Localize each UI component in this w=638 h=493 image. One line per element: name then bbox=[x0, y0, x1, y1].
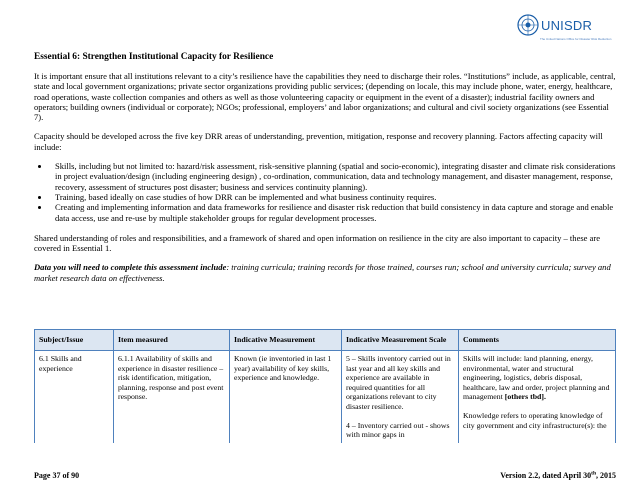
header-subject: Subject/Issue bbox=[35, 330, 114, 351]
section-heading: Essential 6: Strengthen Institutional Capacity for Resilience bbox=[34, 52, 274, 62]
comments-knowledge: Knowledge refers to operating knowledge of city government and city infrastructure(s): the bbox=[463, 410, 607, 430]
list-item: • Creating and implementing information and data frameworks for resilience and disaster risk reduction that build consistency in data capture and storage and enable data access, use and re-use by multiple stakeholder groups for regular development processes. bbox=[50, 202, 616, 223]
scale-level-5: 5 – Skills inventory carried out in last year and all key skills and experience are available in required quantities for all organizations relevant to city disaster resilience. bbox=[346, 354, 451, 411]
logo-text: UNISDR bbox=[541, 17, 593, 33]
cell-measurement: Known (ie inventoried in last 1 year) availability of key skills, experience and knowledge. bbox=[230, 351, 342, 443]
assessment-table bbox=[34, 329, 616, 443]
page-number: Page 37 of 90 bbox=[34, 471, 80, 480]
comments-skills: Skills will include: land planning, energy, environmental, water and structural engineering, logistics, debris disposal, healthcare, law and order, project planning and management [others tbd]. bbox=[463, 354, 610, 402]
table-header-row bbox=[35, 330, 616, 351]
cell-scale bbox=[342, 351, 459, 443]
header-item: Item measured bbox=[114, 330, 230, 351]
un-emblem-icon bbox=[517, 14, 539, 36]
cell-item: 6.1.1 Availability of skills and experience in disaster resilience – risk identification, mitigation, planning, response and post event response. bbox=[114, 351, 230, 443]
note-rest: : training curricula; training records for those trained, courses run; school and university curricula; survey and market research data on effectiveness. bbox=[34, 262, 611, 283]
header-comments: Comments bbox=[459, 330, 616, 351]
page-footer bbox=[34, 471, 616, 480]
shared-understanding-paragraph: Shared understanding of roles and responsibilities, and a framework of shared and open information on resilience in the city are also important to capacity – these are covered in Essential 1. bbox=[34, 232, 601, 254]
header-measurement: Indicative Measurement bbox=[230, 330, 342, 351]
cell-comments bbox=[459, 351, 616, 443]
cell-subject: 6.1 Skills and experience bbox=[35, 351, 114, 443]
note-lead: Data you will need to complete this assessment include bbox=[34, 262, 227, 273]
capacity-paragraph: Capacity should be developed across the five key DRR areas of understanding, prevention, mitigation, response and recovery planning. Factors affecting capacity will include: bbox=[34, 131, 603, 152]
version-info: Version 2.2, dated April 30th, 2015 bbox=[500, 470, 616, 480]
intro-paragraph: It is important ensure that all institutions relevant to a city’s resilience have the capabilities they need to discharge their roles. “Institutions” include, as applicable, central, state and local government organizations; private sector organizations providing public services; (depending on locale, this may include phone, water, energy, healthcare, road operations, waste collection companies and others as well as those volunteering capacity or equipment in the event of a disaster); industrial facility owners and operators; building owners (individual or corporate); NGOs; professional, employers’ and labor organizations; and cultural and civil society organizations (see Essential 7). bbox=[34, 71, 616, 123]
scale-level-4: 4 – Inventory carried out - shows with minor gaps in bbox=[346, 420, 450, 440]
data-requirements-note bbox=[34, 262, 616, 283]
table-row bbox=[35, 351, 616, 443]
comments-placeholder: [others tbd]. bbox=[504, 392, 546, 402]
header-scale: Indicative Measurement Scale bbox=[342, 330, 459, 351]
document-body bbox=[34, 52, 616, 292]
list-item: • Skills, including but not limited to: hazard/risk assessment, risk-sensitive planning (spatial and socio-economic), integrating disaster and climate risk considerations in project evaluation/design (including engineering design) , co-ordination, communication, data and technology management, and disaster management, response, recovery, assessment of structures post disaster; business and services continuity planning). bbox=[50, 161, 616, 192]
factor-list bbox=[34, 161, 616, 223]
logo-tagline: The United Nations Office for Disaster Risk Reduction bbox=[540, 37, 612, 41]
unisdr-logo bbox=[517, 13, 592, 37]
list-item: • Training, based ideally on case studies of how DRR can be implemented and what business continuity requires. bbox=[50, 192, 616, 202]
